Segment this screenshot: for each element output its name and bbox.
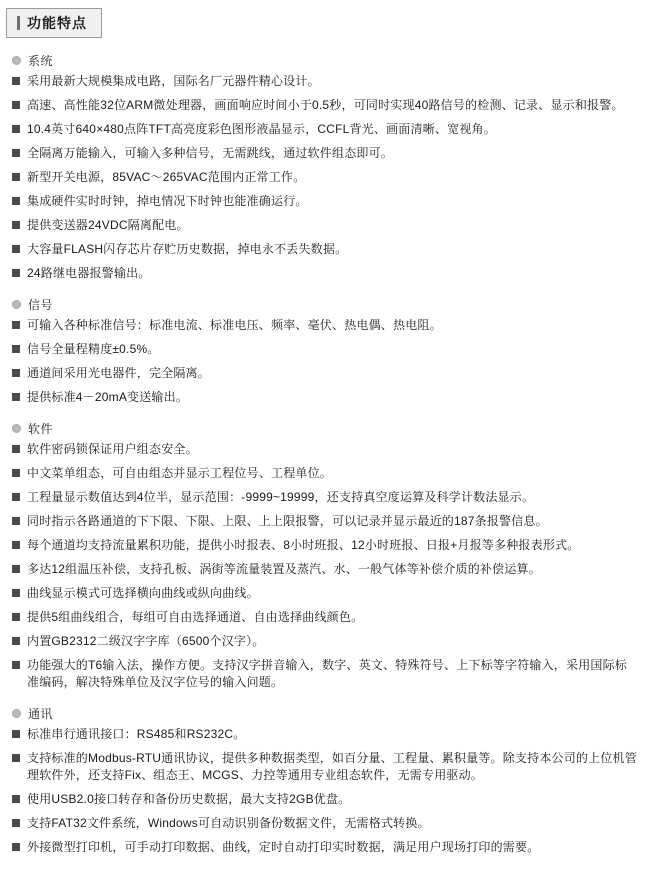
square-bullet-icon — [12, 197, 20, 205]
list-item: 每个通道均支持流量累积功能，提供小时报表、8小时班报、12小时班报、日报+月报等多种报表形式。 — [12, 537, 639, 554]
square-bullet-icon — [12, 661, 20, 669]
section-heading — [12, 296, 639, 313]
list-item: 功能强大的T6输入法，操作方便。支持汉字拼音输入，数字、英文、特殊符号、上下标等字符输入，采用国际标准编码，解决特殊单位及汉字位号的输入问题。 — [12, 657, 639, 691]
section-signal — [10, 296, 639, 406]
square-bullet-icon — [12, 369, 20, 377]
section-bullet-icon — [12, 424, 21, 433]
square-bullet-icon — [12, 493, 20, 501]
section-title: 软件 — [28, 422, 54, 436]
section-communication — [10, 705, 639, 856]
square-bullet-icon — [12, 795, 20, 803]
square-bullet-icon — [12, 469, 20, 477]
list-item: 新型开关电源，85VAC～265VAC范围内正常工作。 — [12, 169, 639, 186]
list-item: 信号全量程精度±0.5%。 — [12, 341, 639, 358]
square-bullet-icon — [12, 517, 20, 525]
square-bullet-icon — [12, 730, 20, 738]
square-bullet-icon — [12, 565, 20, 573]
page-title: 功能特点 — [27, 15, 87, 31]
section-bullet-icon — [12, 56, 21, 65]
list-item: 可输入各种标准信号：标准电流、标准电压、频率、毫伏、热电偶、热电阻。 — [12, 317, 639, 334]
feature-list — [10, 726, 639, 856]
list-item: 24路继电器报警输出。 — [12, 265, 639, 282]
list-item: 采用最新大规模集成电路，国际名厂元器件精心设计。 — [12, 73, 639, 90]
list-item: 集成硬件实时时钟，掉电情况下时钟也能准确运行。 — [12, 193, 639, 210]
section-bullet-icon — [12, 709, 21, 718]
list-item: 支持FAT32文件系统，Windows可自动识别备份数据文件，无需格式转换。 — [12, 815, 639, 832]
list-item: 内置GB2312二级汉字字库（6500个汉字）。 — [12, 633, 639, 650]
list-item: 提供标准4－20mA变送输出。 — [12, 389, 639, 406]
list-item: 同时指示各路通道的下下限、下限、上限、上上限报警，可以记录并显示最近的187条报警信息。 — [12, 513, 639, 530]
section-title: 信号 — [28, 298, 54, 312]
section-software — [10, 420, 639, 691]
square-bullet-icon — [12, 637, 20, 645]
square-bullet-icon — [12, 445, 20, 453]
square-bullet-icon — [12, 843, 20, 851]
square-bullet-icon — [12, 393, 20, 401]
section-system — [10, 52, 639, 282]
section-title: 系统 — [28, 54, 54, 68]
square-bullet-icon — [12, 101, 20, 109]
section-title: 通讯 — [28, 707, 54, 721]
list-item: 全隔离万能输入，可输入多种信号，无需跳线，通过软件组态即可。 — [12, 145, 639, 162]
list-item: 工程量显示数值达到4位半，显示范围：-9999~19999，还支持真空度运算及科学计数法显示。 — [12, 489, 639, 506]
page-title-bar — [6, 8, 102, 38]
square-bullet-icon — [12, 541, 20, 549]
list-item: 支持标准的Modbus-RTU通讯协议，提供多种数据类型，如百分量、工程量、累积量等。除支持本公司的上位机管理软件外，还支持Fix、组态王、MCGS、力控等通用专业组态软件，无需专用驱动。 — [12, 750, 639, 784]
square-bullet-icon — [12, 589, 20, 597]
square-bullet-icon — [12, 173, 20, 181]
title-accent-bar — [17, 16, 20, 30]
feature-list — [10, 441, 639, 691]
square-bullet-icon — [12, 321, 20, 329]
square-bullet-icon — [12, 125, 20, 133]
square-bullet-icon — [12, 613, 20, 621]
list-item: 标准串行通讯接口：RS485和RS232C。 — [12, 726, 639, 743]
square-bullet-icon — [12, 269, 20, 277]
list-item: 曲线显示模式可选择横向曲线或纵向曲线。 — [12, 585, 639, 602]
list-item: 通道间采用光电器件，完全隔离。 — [12, 365, 639, 382]
section-heading — [12, 52, 639, 69]
square-bullet-icon — [12, 819, 20, 827]
square-bullet-icon — [12, 149, 20, 157]
section-heading — [12, 420, 639, 437]
feature-list — [10, 317, 639, 406]
list-item: 外接微型打印机，可手动打印数据、曲线，定时自动打印实时数据，满足用户现场打印的需要。 — [12, 839, 639, 856]
list-item: 提供变送器24VDC隔离配电。 — [12, 217, 639, 234]
square-bullet-icon — [12, 77, 20, 85]
square-bullet-icon — [12, 245, 20, 253]
section-heading — [12, 705, 639, 722]
list-item: 多达12组温压补偿，支持孔板、涡街等流量装置及蒸汽、水、一般气体等补偿介质的补偿运算。 — [12, 561, 639, 578]
square-bullet-icon — [12, 345, 20, 353]
square-bullet-icon — [12, 221, 20, 229]
section-bullet-icon — [12, 300, 21, 309]
list-item: 软件密码锁保证用户组态安全。 — [12, 441, 639, 458]
square-bullet-icon — [12, 754, 20, 762]
list-item: 大容量FLASH闪存芯片存贮历史数据，掉电永不丢失数据。 — [12, 241, 639, 258]
list-item: 提供5组曲线组合，每组可自由选择通道、自由选择曲线颜色。 — [12, 609, 639, 626]
list-item: 10.4英寸640×480点阵TFT高亮度彩色图形液晶显示，CCFL背光、画面清晰、宽视角。 — [12, 121, 639, 138]
list-item: 使用USB2.0接口转存和备份历史数据，最大支持2GB优盘。 — [12, 791, 639, 808]
content-area — [0, 38, 649, 883]
list-item: 高速、高性能32位ARM微处理器，画面响应时间小于0.5秒，可同时实现40路信号的检测、记录、显示和报警。 — [12, 97, 639, 114]
list-item: 中文菜单组态，可自由组态并显示工程位号、工程单位。 — [12, 465, 639, 482]
feature-list — [10, 73, 639, 282]
